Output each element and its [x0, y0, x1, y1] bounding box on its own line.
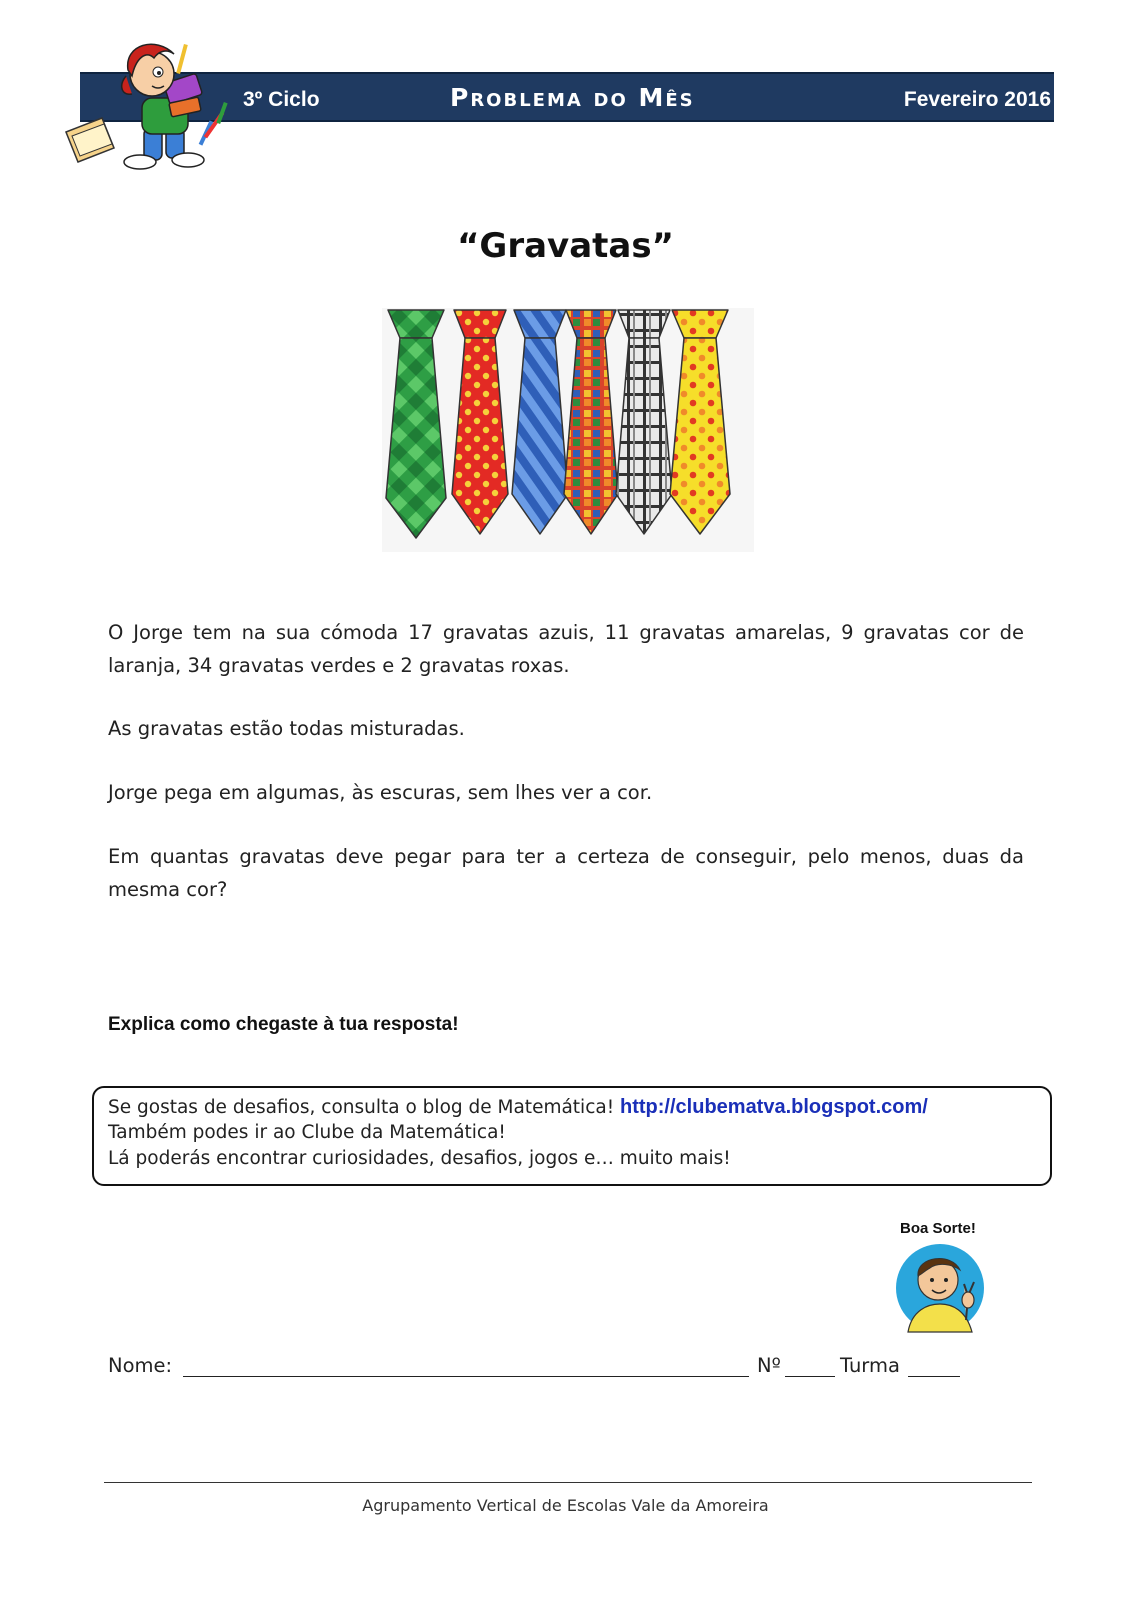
mascot-reading-illustration	[62, 36, 240, 176]
ties-illustration	[382, 308, 754, 552]
explain-instruction: Explica como chegaste à tua resposta!	[108, 1014, 459, 1035]
number-label: Nº	[757, 1354, 781, 1377]
class-field[interactable]	[908, 1376, 960, 1377]
blog-link[interactable]: http://clubematva.blogspot.com/	[620, 1096, 928, 1118]
name-field[interactable]	[183, 1376, 749, 1377]
problem-paragraph: O Jorge tem na sua cómoda 17 gravatas azuis, 11 gravatas amarelas, 9 gravatas cor de laranja, 34 gravatas verdes e 2 gravatas roxas.	[108, 621, 1024, 677]
good-luck-label: Boa Sorte!	[900, 1220, 976, 1237]
cycle-label: 3º Ciclo	[243, 88, 320, 111]
footer-text: Agrupamento Vertical de Escolas Vale da Amoreira	[362, 1496, 769, 1515]
class-label: Turma	[840, 1354, 900, 1377]
problem-paragraph: As gravatas estão todas misturadas.	[108, 717, 465, 740]
problem-question: Em quantas gravatas deve pegar para ter a certeza de conseguir, pelo menos, duas da mesma cor?	[108, 845, 1024, 901]
kid-avatar-illustration	[894, 1240, 990, 1336]
problem-title: “Gravatas”	[457, 226, 674, 266]
info-line: Lá poderás encontrar curiosidades, desafios, jogos e… muito mais!	[108, 1148, 731, 1169]
problem-paragraph: Jorge pega em algumas, às escuras, sem lhes ver a cor.	[108, 781, 653, 804]
info-text: Se gostas de desafios, consulta o blog de Matemática!	[108, 1097, 615, 1118]
footer-divider	[104, 1482, 1032, 1483]
header-title: Problema do Mês	[450, 83, 695, 112]
info-line	[108, 1096, 928, 1119]
header-date: Fevereiro 2016	[903, 88, 1051, 111]
info-line: Também podes ir ao Clube da Matemática!	[108, 1122, 506, 1143]
number-field[interactable]	[785, 1376, 835, 1377]
name-label: Nome:	[108, 1354, 173, 1377]
